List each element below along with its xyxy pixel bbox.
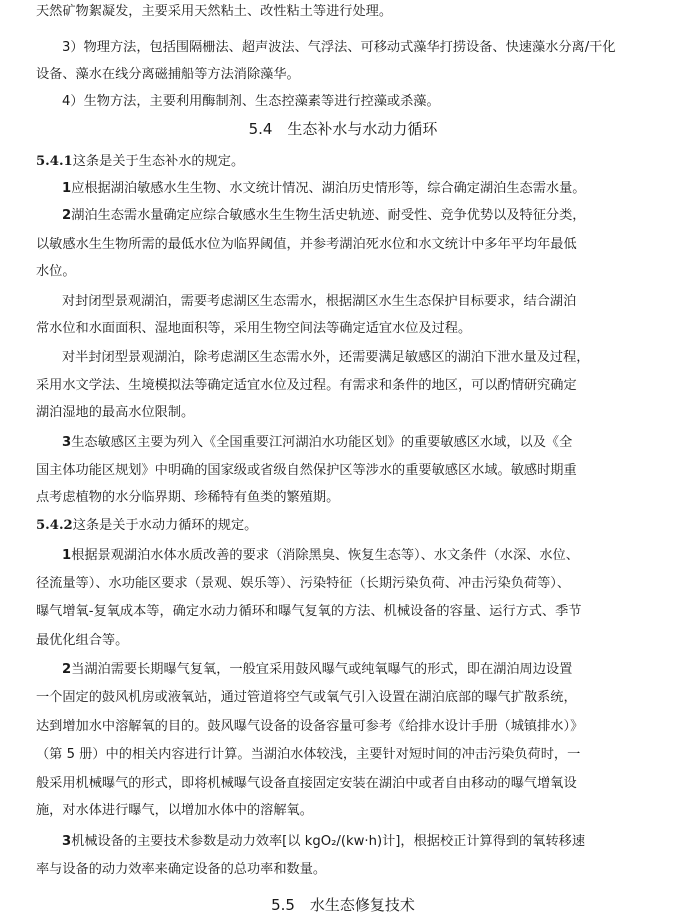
text-line: 点考虑植物的水分临界期、珍稀特有鱼类的繁殖期。 bbox=[36, 490, 340, 505]
section-heading: 5.5 水生态修复技术 bbox=[271, 896, 415, 914]
text-line: 以敏感水生生物所需的最低水位为临界阈值，并参考湖泊死水位和水文统计中多年平均年最低 bbox=[36, 237, 577, 252]
text-line: 国主体功能区规划》中明确的国家级或省级自然保护区等涉水的重要敏感区水域。敏感时期重 bbox=[36, 463, 577, 478]
text-line: 3机械设备的主要技术参数是动力效率[以 kgO₂/(kw·h)计]，根据校正计算得到的氧转移速 bbox=[62, 834, 586, 849]
text-line: 水位。 bbox=[36, 264, 76, 279]
text-line: 2湖泊生态需水量确定应综合敏感水生生物生活史轨迹、耐受性、竞争优势以及特征分类， bbox=[62, 208, 586, 223]
clause-line: 5.4.1这条是关于生态补水的规定。 bbox=[36, 154, 245, 169]
clause-line: 5.4.2这条是关于水动力循环的规定。 bbox=[36, 518, 258, 533]
text-line: 1应根据湖泊敏感水生生物、水文统计情况、湖泊历史情形等，综合确定湖泊生态需水量。 bbox=[62, 181, 586, 196]
text-line: 达到增加水中溶解氧的目的。鼓风曝气设备的设备容量可参考《给排水设计手册（城镇排水）》 bbox=[36, 719, 584, 734]
text-line: 3）物理方法，包括围隔栅法、超声波法、气浮法、可移动式藻华打捞设备、快速藻水分离/干化 bbox=[62, 40, 616, 55]
text-line: 常水位和水面面积、湿地面积等，采用生物空间法等确定适宜水位及过程。 bbox=[36, 321, 472, 336]
text-line: 设备、藻水在线分离磁捕船等方法消除藻华。 bbox=[36, 67, 300, 82]
text-line: 1根据景观湖泊水体水质改善的要求（消除黑臭、恢复生态等）、水文条件（水深、水位、 bbox=[62, 548, 579, 563]
text-line: 径流量等）、水功能区要求（景观、娱乐等）、污染特征（长期污染负荷、冲击污染负荷等）、 bbox=[36, 576, 571, 591]
text-line: 施，对水体进行曝气，以增加水体中的溶解氧。 bbox=[36, 803, 313, 818]
text-line: 2当湖泊需要长期曝气复氧，一般宜采用鼓风曝气或纯氧曝气的形式，即在湖泊周边设置 bbox=[62, 662, 573, 677]
text-line: 率与设备的动力效率来确定设备的总功率和数量。 bbox=[36, 862, 327, 877]
text-line: 一个固定的鼓风机房或液氧站，通过管道将空气或氧气引入设置在湖泊底部的曝气扩散系统， bbox=[36, 690, 577, 705]
text-line: 对半封闭型景观湖泊，除考虑湖区生态需水外，还需要满足敏感区的湖泊下泄水量及过程， bbox=[62, 350, 590, 365]
text-line: 对封闭型景观湖泊，需要考虑湖区生态需水，根据湖区水生生态保护目标要求，结合湖泊 bbox=[62, 294, 577, 309]
section-heading: 5.4 生态补水与水动力循环 bbox=[248, 120, 438, 138]
text-line: （第 5 册）中的相关内容进行计算。当湖泊水体较浅，主要针对短时间的冲击污染负荷时，一 bbox=[36, 747, 581, 762]
text-line: 曝气增氧-复氧成本等，确定水动力循环和曝气复氧的方法、机械设备的容量、运行方式、季节 bbox=[36, 604, 582, 619]
text-line: 天然矿物絮凝发，主要采用天然粘土、改性粘土等进行处理。 bbox=[36, 4, 393, 19]
text-line: 般采用机械曝气的形式，即将机械曝气设备直接固定安装在湖泊中或者自由移动的曝气增氧设 bbox=[36, 776, 577, 791]
text-line: 采用水文学法、生境模拟法等确定适宜水位及过程。有需求和条件的地区，可以酌情研究确定 bbox=[36, 378, 577, 393]
text-line: 最优化组合等。 bbox=[36, 633, 129, 648]
text-line: 3生态敏感区主要为列入《全国重要江河湖泊水功能区划》的重要敏感区水域，以及《全 bbox=[62, 435, 573, 450]
text-line: 湖泊湿地的最高水位限制。 bbox=[36, 405, 195, 420]
text-line: 4）生物方法，主要利用酶制剂、生态控藻素等进行控藻或杀藻。 bbox=[62, 94, 440, 109]
